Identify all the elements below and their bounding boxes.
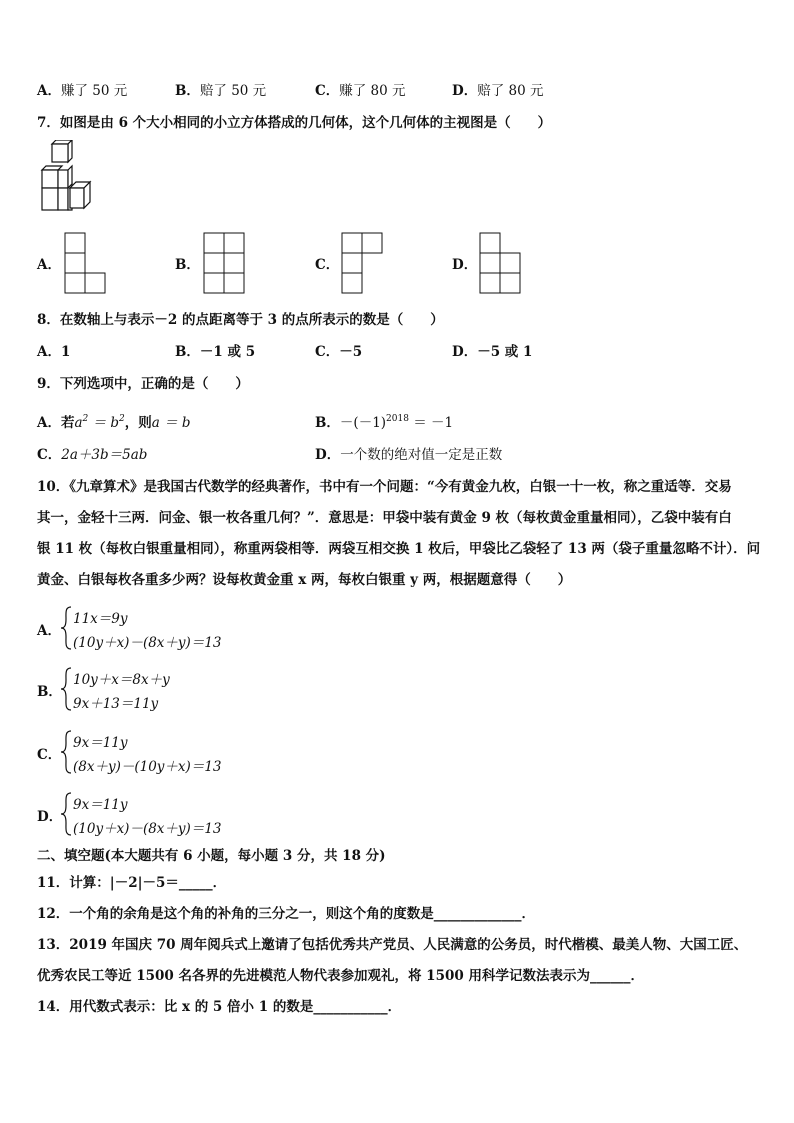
q7-option-a-figure xyxy=(64,232,108,294)
q6-option-b: B．赔了 50 元 xyxy=(175,83,267,99)
q6-option-d: D．赔了 80 元 xyxy=(452,83,544,99)
q13-line-2: 优秀农民工等近 1500 名各界的先进模范人物代表参加观礼，将 1500 用科学记数法表示为______． xyxy=(37,968,644,984)
q10-line-2: 其一，金轻十三两．问金、银一枚各重几何？”．意思是：甲袋中装有黄金 9 枚（每枚黄金重量相同），乙袋中装有白 xyxy=(37,510,732,526)
q9-option-c: C．2a＋3b＝5ab xyxy=(37,447,148,463)
q8-option-d: D．－5 或 1 xyxy=(452,344,533,360)
q8-option-b: B．－1 或 5 xyxy=(175,344,256,360)
q6-option-a: A．赚了 50 元 xyxy=(37,83,128,99)
q9-option-b: B．$-(-1)^{2018} = -1$ xyxy=(315,414,454,431)
section-2-heading: 二、填空题(本大题共有 6 小题，每小题 3 分，共 18 分) xyxy=(37,848,386,864)
q7-option-c-label: C． xyxy=(315,257,340,273)
q9-stem: 9．下列选项中，正确的是（ ） xyxy=(37,376,249,392)
q11-text: 11．计算：|－2|－5＝_____． xyxy=(37,875,227,891)
brace-icon xyxy=(59,605,73,651)
q9-option-a: A．若$a^2 = b^2$，则a ＝ b xyxy=(37,414,191,431)
q7-option-d-label: D． xyxy=(452,257,478,273)
q7-option-c-figure xyxy=(341,232,385,294)
q14-text: 14．用代数式表示：比 x 的 5 倍小 1 的数是___________． xyxy=(37,999,402,1015)
q13-line-1: 13．2019 年国庆 70 周年阅兵式上邀请了包括优秀共产党员、人民满意的公务员，时代楷模、最美人物、大国工匠、 xyxy=(37,937,748,953)
q8-stem: 8．在数轴上与表示－2 的点距离等于 3 的点所表示的数是（ ） xyxy=(37,312,444,328)
q12-text: 12．一个角的余角是这个角的补角的三分之一，则这个角的度数是_____________． xyxy=(37,906,536,922)
q7-stem: 7．如图是由 6 个大小相同的小立方体搭成的几何体，这个几何体的主视图是（ ） xyxy=(37,115,552,131)
q6-option-c: C．赚了 80 元 xyxy=(315,83,406,99)
brace-icon xyxy=(59,666,73,712)
q7-option-b-figure xyxy=(203,232,247,294)
q9-option-d: D．一个数的绝对值一定是正数 xyxy=(315,447,503,463)
q7-option-d-figure xyxy=(479,232,523,294)
q10-line-4: 黄金、白银每枚各重多少两？设每枚黄金重 x 两，每枚白银重 y 两，根据题意得（ ） xyxy=(37,572,572,588)
brace-icon xyxy=(59,729,73,775)
q10-line-3: 银 11 枚（每枚白银重量相同），称重两袋相等．两袋互相交换 1 枚后，甲袋比乙袋轻了 13 两（袋子重量忽略不计）．问 xyxy=(37,541,761,557)
q8-option-a: A．1 xyxy=(37,344,71,360)
q10-line-1: 10．《九章算术》是我国古代数学的经典著作，书中有一个问题：“今有黄金九枚，白银一十一枚，称之重适等．交易 xyxy=(37,479,732,495)
q8-option-c: C．－5 xyxy=(315,344,363,360)
q7-option-a-label: A． xyxy=(37,257,61,273)
q7-option-b-label: B． xyxy=(175,257,200,273)
brace-icon xyxy=(59,791,73,837)
q7-solid-figure xyxy=(38,140,98,220)
